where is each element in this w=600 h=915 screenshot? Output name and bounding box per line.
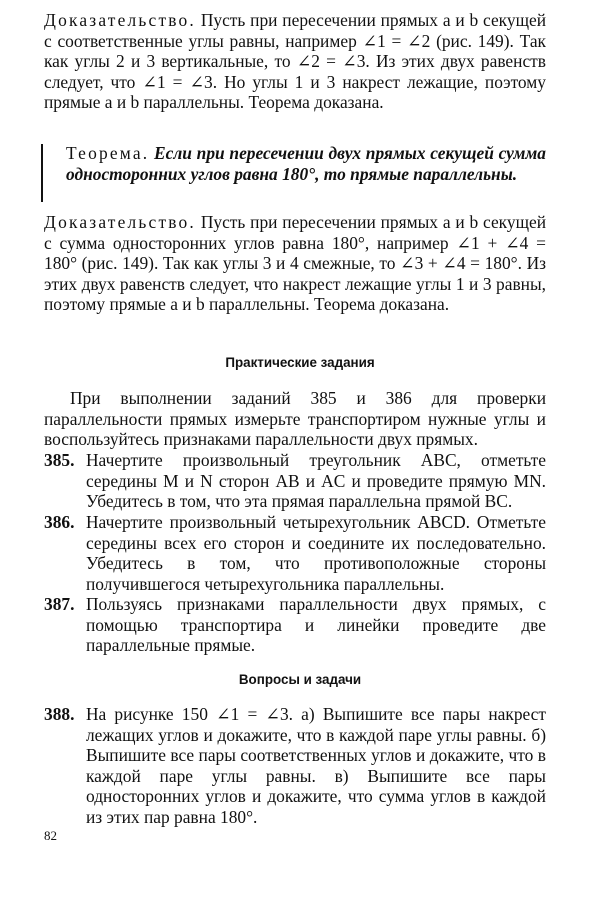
proof-text: Пусть при пересечении прямых a и b секущей c соответственные углы равны, например ∠1 = ∠2 (рис. 149). Так как углы 2 и 3 вертикальные, то ∠2 = ∠3. Из этих двух равенств следует, что ∠1 = ∠3. Но углы 1 и 3 накрест лежащие, поэтому прямые a и b параллельны. Теорема доказана. bbox=[44, 10, 546, 113]
task-item bbox=[44, 594, 546, 656]
task-number: 387. bbox=[44, 594, 75, 614]
task-text: Пользуясь признаками параллельности двух прямых, с помощью транспортира и линейки проведите две параллельные прямые. bbox=[86, 594, 546, 656]
task-number: 388. bbox=[44, 704, 75, 724]
task-number: 385. bbox=[44, 450, 75, 470]
theorem-text: Если при пересечении двух прямых секущей сумма односторонних углов равна 180°, то прямые параллельны. bbox=[66, 143, 546, 184]
task-text: Начертите произвольный четырехугольник ABCD. Отметьте середины всех его сторон и соедините их последовательно. Убедитесь в том, что противоположные стороны получившегося четырехугольника параллельны. bbox=[86, 512, 546, 594]
task-text: Начертите произвольный треугольник ABC, отметьте середины M и N сторон AB и AC и проведите прямую MN. Убедитесь в том, что эта прямая параллельна прямой BC. bbox=[86, 450, 546, 512]
proof-label: Доказательство. bbox=[44, 10, 196, 30]
proof-text: Пусть при пересечении прямых a и b секущей c сумма односторонних углов равна 180°, например ∠1 + ∠4 = 180° (рис. 149). Так как углы 3 и 4 смежные, то ∠3 + ∠4 = 180°. Из этих двух равенств следует, что накрест лежащие углы 1 и 3 равны, поэтому прямые a и b параллельны. Теорема доказана. bbox=[44, 212, 546, 315]
proof-paragraph-1 bbox=[44, 10, 546, 113]
theorem-margin-bar bbox=[41, 144, 43, 202]
task-item bbox=[44, 512, 546, 594]
practical-tasks-heading: Практические задания bbox=[225, 355, 375, 370]
task-item bbox=[44, 704, 546, 828]
theorem-block bbox=[66, 143, 546, 184]
task-text: На рисунке 150 ∠1 = ∠3. а) Выпишите все пары накрест лежащих углов и докажите, что в каждой паре углы равны. б) Выпишите все пары соответственных углов и докажите, что в каждой паре углы равны. в) Выпишите все пары односторонних углов и докажите, что сумма углов в каждой из этих пар равна 180°. bbox=[86, 704, 546, 827]
questions-heading: Вопросы и задачи bbox=[238, 672, 362, 687]
task-number: 386. bbox=[44, 512, 75, 532]
practical-intro: При выполнении заданий 385 и 386 для проверки параллельности прямых измерьте транспортиром нужные углы и воспользуйтесь признаками параллельности двух прямых. bbox=[44, 388, 546, 450]
task-item bbox=[44, 450, 546, 512]
theorem-label: Теорема. bbox=[66, 143, 150, 163]
proof-paragraph-2 bbox=[44, 212, 546, 315]
proof-label: Доказательство. bbox=[44, 212, 196, 232]
page-number: 82 bbox=[44, 828, 57, 843]
